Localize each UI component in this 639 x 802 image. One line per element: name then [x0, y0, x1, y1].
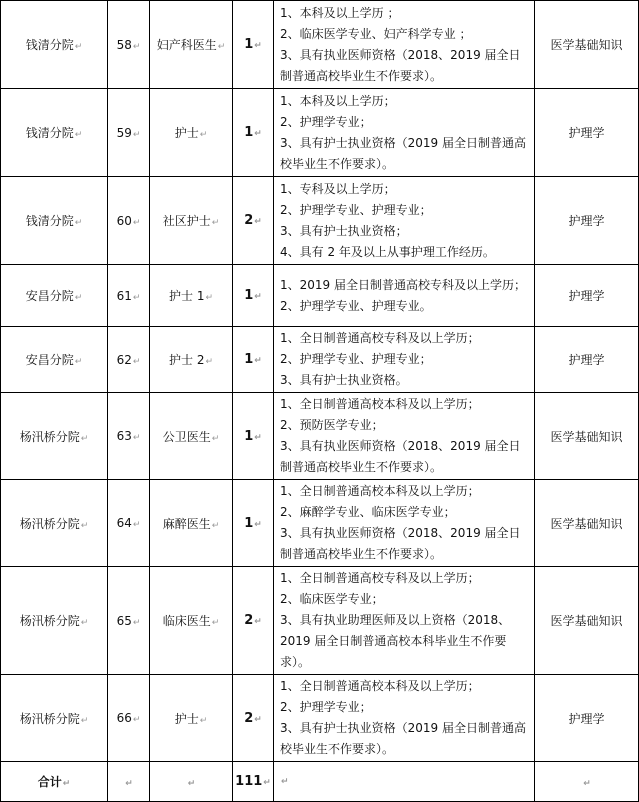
position-name-cell: 护士↵ [150, 89, 233, 177]
total-empty-cell: ↵ [535, 762, 639, 802]
table-row [1, 265, 639, 327]
total-count-cell: 111↵ [233, 762, 274, 802]
headcount-cell: 1↵ [233, 1, 274, 89]
table-row [1, 480, 639, 567]
requirement-line: 3、具有执业医师资格（2018、2019 届全日制普通高校毕业生不作要求）。 [280, 47, 521, 83]
branch-cell: 安昌分院↵ [1, 265, 108, 327]
table-row [1, 327, 639, 393]
position-number-cell: 65↵ [108, 567, 150, 675]
total-empty-cell: ↵ [274, 762, 535, 802]
branch-cell: 杨汛桥分院↵ [1, 567, 108, 675]
table-row [1, 1, 639, 89]
branch-cell: 杨汛桥分院↵ [1, 675, 108, 762]
requirement-line: 4、具有 2 年及以上从事护理工作经历。 [280, 244, 495, 259]
exam-subject-cell: 医学基础知识 [535, 480, 639, 567]
requirement-line: 1、全日制普通高校本科及以上学历； [280, 679, 480, 693]
position-number-cell: 59↵ [108, 89, 150, 177]
position-name-cell: 社区护士↵ [150, 177, 233, 265]
requirements-cell [274, 480, 535, 567]
requirement-line: 3、具有执业医师资格（2018、2019 届全日制普通高校毕业生不作要求）。 [280, 439, 521, 474]
requirement-line: 2、临床医学专业、妇产科学专业 ； [280, 26, 472, 41]
requirement-line: 2、麻醉学专业、临床医学专业； [280, 505, 456, 519]
table-row [1, 567, 639, 675]
requirements-cell [274, 89, 535, 177]
total-empty-cell: ↵ [108, 762, 150, 802]
table-row [1, 393, 639, 480]
position-number-cell: 62↵ [108, 327, 150, 393]
branch-cell: 钱清分院↵ [1, 177, 108, 265]
requirement-line: 2、护理学专业、护理专业； [280, 352, 432, 366]
requirement-line: 3、具有护士执业资格（2019 届全日制普通高校毕业生不作要求）。 [280, 135, 526, 171]
table-body [1, 1, 639, 802]
requirement-line: 2、预防医学专业； [280, 418, 384, 432]
headcount-cell: 2↵ [233, 675, 274, 762]
exam-subject-cell: 护理学 [535, 89, 639, 177]
headcount-cell: 1↵ [233, 393, 274, 480]
position-number-cell: 58↵ [108, 1, 150, 89]
requirement-line: 1、2019 届全日制普通高校专科及以上学历； [280, 277, 526, 292]
requirement-line: 1、本科及以上学历 ； [280, 5, 400, 20]
branch-cell: 安昌分院↵ [1, 327, 108, 393]
total-empty-cell: ↵ [150, 762, 233, 802]
exam-subject-cell: 医学基础知识 [535, 393, 639, 480]
requirement-line: 3、具有护士执业资格。 [280, 373, 408, 387]
requirement-line: 1、全日制普通高校专科及以上学历； [280, 331, 480, 345]
position-number-cell: 64↵ [108, 480, 150, 567]
requirement-line: 3、具有护士执业资格（2019 届全日制普通高校毕业生不作要求）。 [280, 721, 526, 756]
total-label-cell: 合计↵ [1, 762, 108, 802]
position-name-cell: 妇产科医生↵ [150, 1, 233, 89]
branch-cell: 钱清分院↵ [1, 1, 108, 89]
position-name-cell: 护士 1↵ [150, 265, 233, 327]
requirements-cell [274, 327, 535, 393]
headcount-cell: 1↵ [233, 480, 274, 567]
branch-cell: 杨汛桥分院↵ [1, 393, 108, 480]
exam-subject-cell: 护理学 [535, 265, 639, 327]
requirement-line: 2、护理学专业； [280, 114, 372, 129]
table-row [1, 177, 639, 265]
requirement-line: 2、护理学专业； [280, 700, 372, 714]
requirement-line: 3、具有护士执业资格； [280, 223, 408, 238]
total-row [1, 762, 639, 802]
exam-subject-cell: 医学基础知识 [535, 1, 639, 89]
position-number-cell: 66↵ [108, 675, 150, 762]
exam-subject-cell: 医学基础知识 [535, 567, 639, 675]
headcount-cell: 2↵ [233, 177, 274, 265]
exam-subject-cell: 护理学 [535, 675, 639, 762]
requirement-line: 1、全日制普通高校本科及以上学历； [280, 484, 480, 498]
headcount-cell: 1↵ [233, 327, 274, 393]
requirement-line: 2、护理学专业、护理专业； [280, 202, 432, 217]
position-name-cell: 公卫医生↵ [150, 393, 233, 480]
requirement-line: 2、临床医学专业； [280, 592, 384, 606]
position-name-cell: 麻醉医生↵ [150, 480, 233, 567]
position-name-cell: 临床医生↵ [150, 567, 233, 675]
position-name-cell: 护士↵ [150, 675, 233, 762]
requirements-cell [274, 177, 535, 265]
branch-cell: 杨汛桥分院↵ [1, 480, 108, 567]
requirements-cell [274, 1, 535, 89]
requirements-cell [274, 675, 535, 762]
headcount-cell: 2↵ [233, 567, 274, 675]
requirement-line: 1、本科及以上学历； [280, 93, 396, 108]
requirement-line: 3、具有执业医师资格（2018、2019 届全日制普通高校毕业生不作要求）。 [280, 526, 521, 561]
headcount-cell: 1↵ [233, 265, 274, 327]
position-number-cell: 61↵ [108, 265, 150, 327]
exam-subject-cell: 护理学 [535, 327, 639, 393]
position-number-cell: 63↵ [108, 393, 150, 480]
requirement-line: 1、专科及以上学历； [280, 181, 396, 196]
position-number-cell: 60↵ [108, 177, 150, 265]
requirement-line: 1、全日制普通高校专科及以上学历； [280, 571, 480, 585]
table-row [1, 89, 639, 177]
requirements-cell [274, 567, 535, 675]
requirement-line: 3、具有执业助理医师及以上资格（2018、2019 届全日制普通高校本科毕业生不作要求）。 [280, 613, 511, 669]
exam-subject-cell: 护理学 [535, 177, 639, 265]
branch-cell: 钱清分院↵ [1, 89, 108, 177]
requirements-cell [274, 265, 535, 327]
table-row [1, 675, 639, 762]
headcount-cell: 1↵ [233, 89, 274, 177]
requirement-line: 1、全日制普通高校本科及以上学历； [280, 397, 480, 411]
requirements-cell [274, 393, 535, 480]
position-name-cell: 护士 2↵ [150, 327, 233, 393]
requirement-line: 2、护理学专业、护理专业。 [280, 298, 432, 313]
